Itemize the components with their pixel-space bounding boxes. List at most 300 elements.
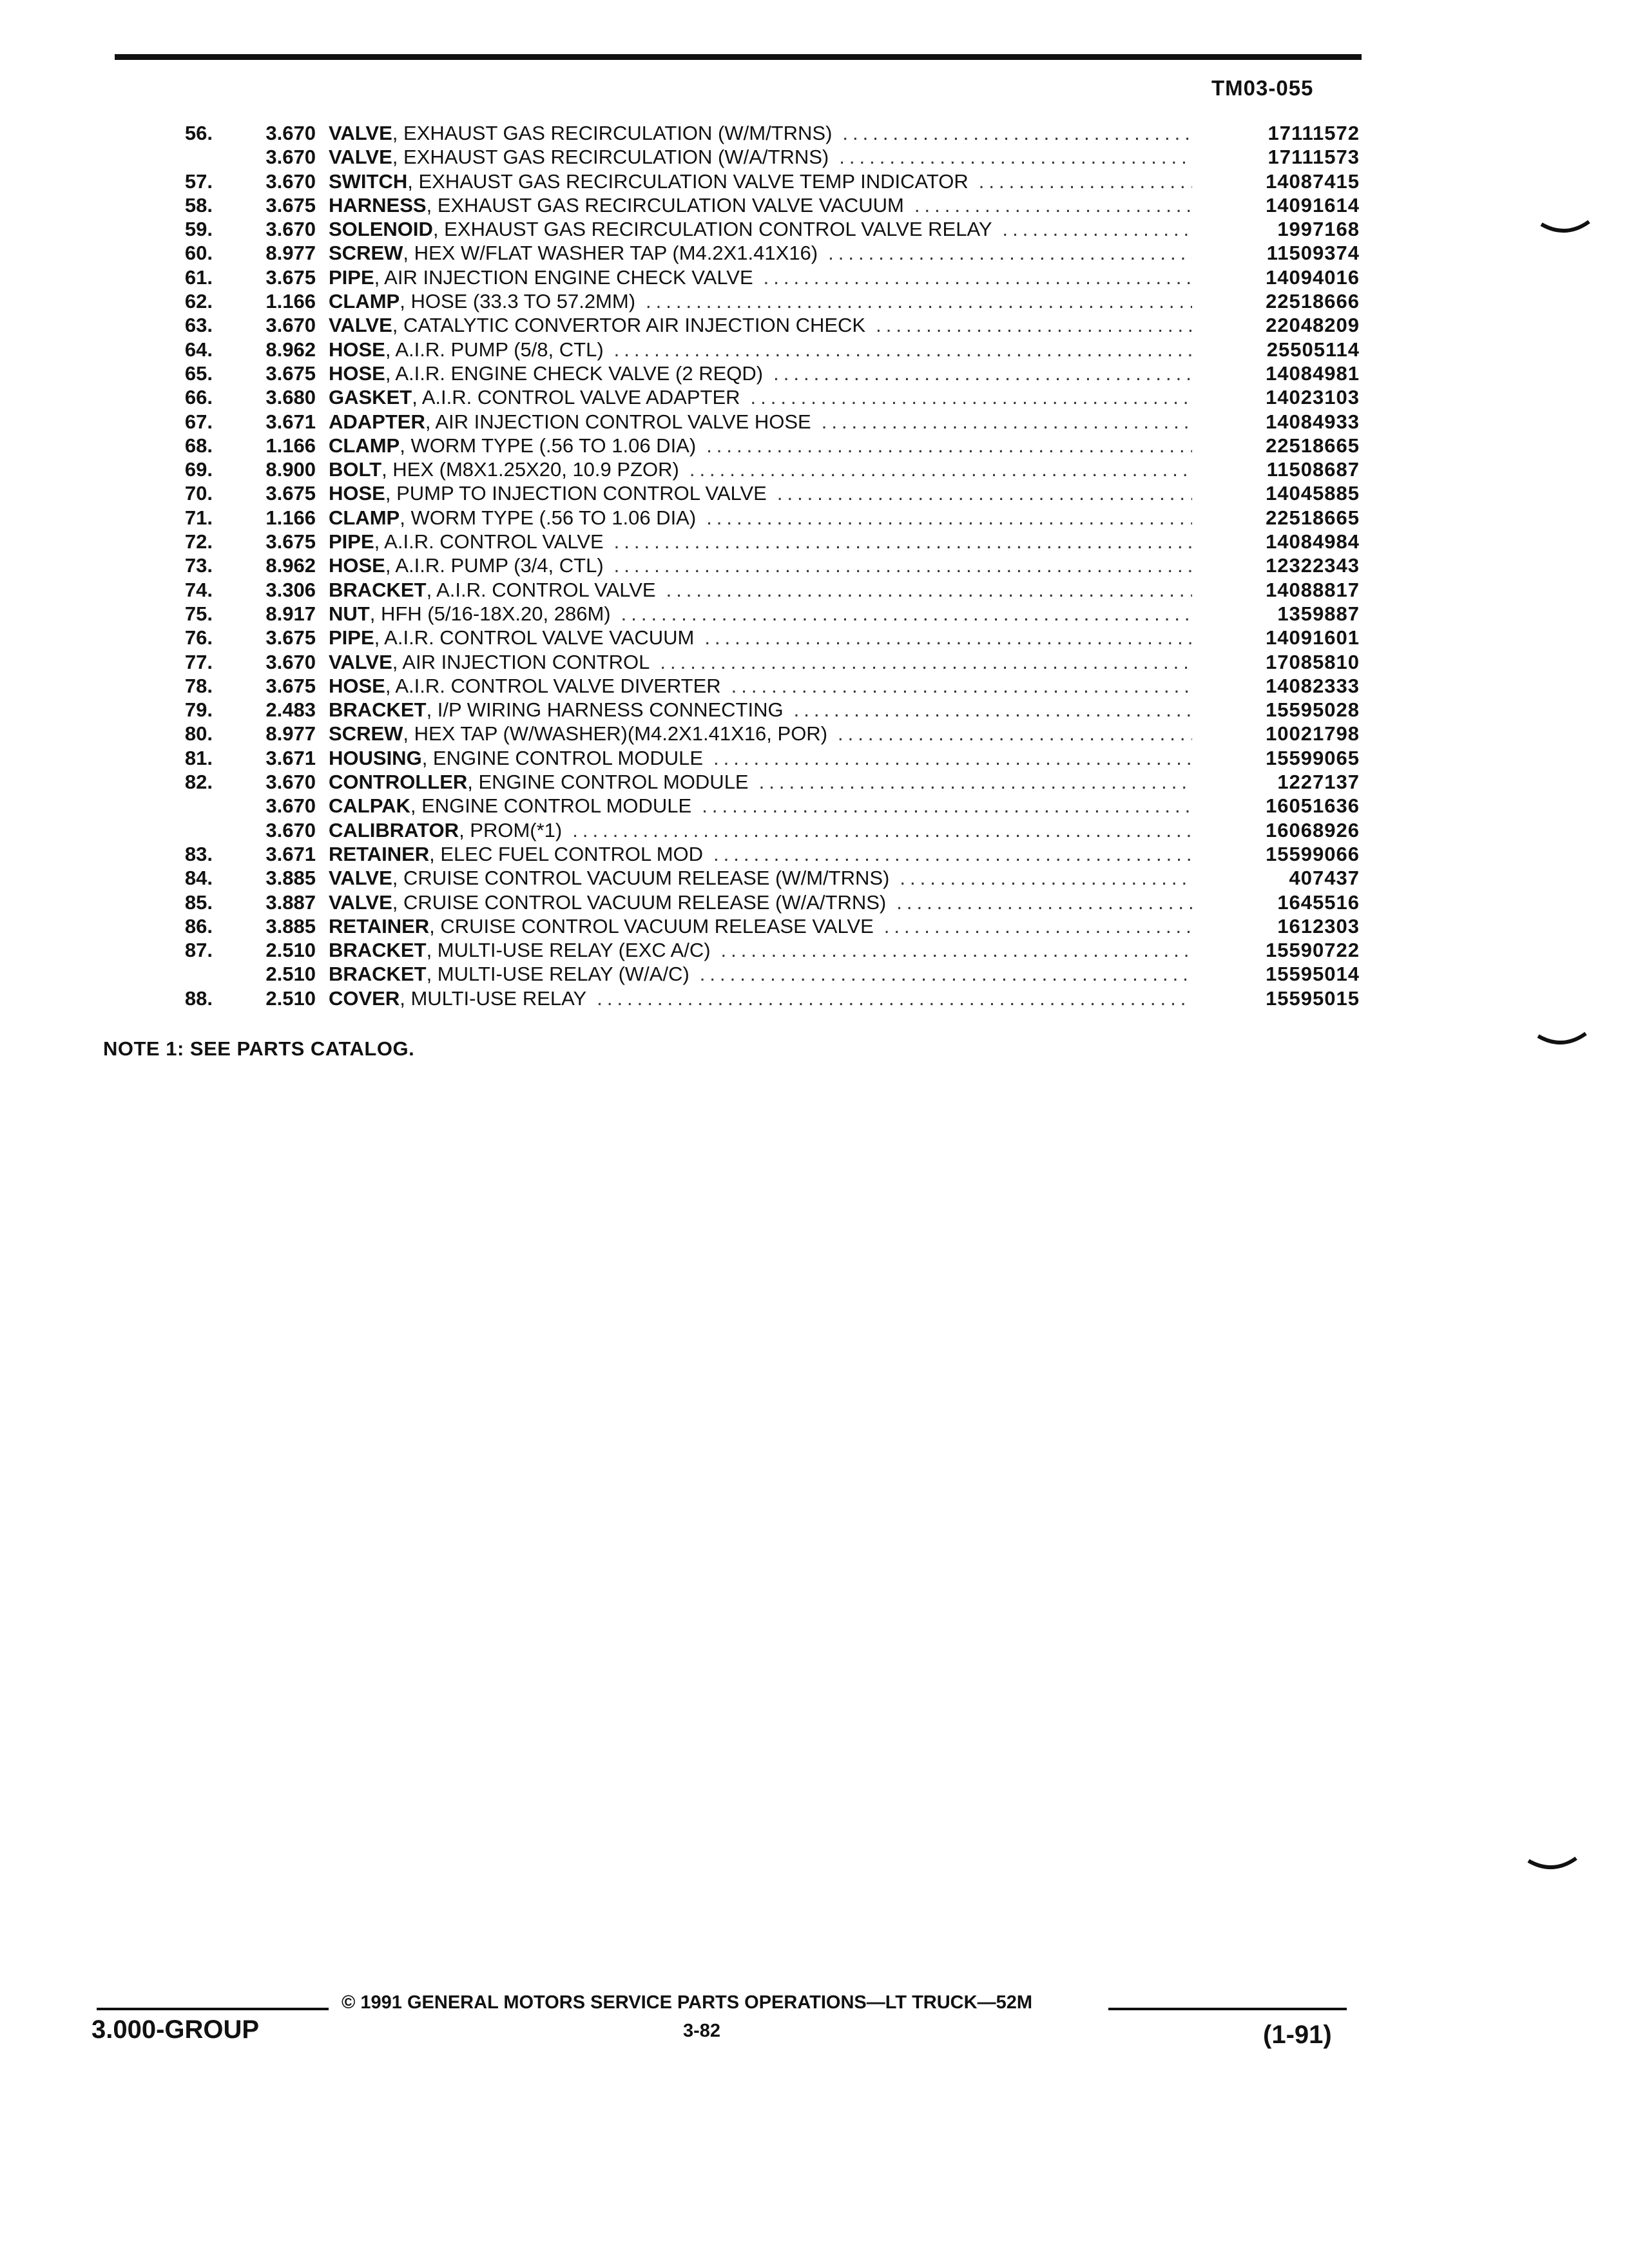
group-number: 3.887	[265, 890, 316, 914]
parts-row	[97, 650, 1360, 674]
part-description	[329, 481, 1192, 505]
part-detail: , ENGINE CONTROL MODULE	[467, 771, 749, 794]
dot-leader	[884, 914, 1192, 938]
group-number: 3.675	[265, 674, 316, 697]
part-description	[329, 506, 1192, 530]
part-name: BRACKET	[329, 578, 427, 601]
parts-row	[97, 962, 1360, 986]
part-number: 14091614	[1266, 193, 1360, 216]
parts-row	[97, 361, 1360, 385]
item-number: 83.	[184, 842, 213, 865]
item-number: 72.	[184, 530, 213, 553]
part-description	[329, 818, 1192, 842]
part-detail: , AIR INJECTION ENGINE CHECK VALVE	[374, 265, 753, 289]
part-detail: , HOSE (33.3 TO 57.2MM)	[400, 290, 636, 313]
dot-leader	[914, 193, 1192, 217]
dot-leader	[700, 962, 1192, 986]
part-description	[329, 626, 1192, 649]
part-description	[329, 241, 1192, 265]
part-number: 1612303	[1277, 914, 1360, 937]
parts-list	[97, 121, 1360, 1010]
part-number: 22518666	[1266, 290, 1360, 313]
parts-row	[97, 674, 1360, 698]
part-description	[329, 650, 1192, 674]
part-description	[329, 938, 1192, 962]
dot-leader	[876, 313, 1192, 337]
part-description	[329, 385, 1192, 409]
part-name: VALVE	[329, 890, 392, 914]
item-number: 78.	[184, 674, 213, 697]
group-number: 3.670	[265, 771, 316, 794]
group-label: 3.000-GROUP	[92, 2015, 260, 2044]
part-description	[329, 962, 1192, 986]
item-number: 63.	[184, 314, 213, 337]
part-name: HOUSING	[329, 746, 422, 769]
group-number: 3.675	[265, 482, 316, 505]
group-number: 3.671	[265, 746, 316, 769]
part-name: VALVE	[329, 314, 392, 337]
group-number: 3.306	[265, 578, 316, 601]
part-detail: , MULTI-USE RELAY	[400, 986, 587, 1010]
dot-leader	[979, 169, 1192, 193]
group-number: 3.670	[265, 218, 316, 241]
part-detail: , I/P WIRING HARNESS CONNECTING	[426, 698, 784, 722]
part-detail: , A.I.R. PUMP (3/4, CTL)	[385, 554, 604, 577]
group-number: 3.675	[265, 193, 316, 216]
parts-row	[97, 698, 1360, 722]
part-number: 25505114	[1266, 338, 1360, 361]
part-name: RETAINER	[329, 842, 430, 865]
part-detail: , PUMP TO INJECTION CONTROL VALVE	[385, 482, 767, 505]
part-description	[329, 169, 1192, 193]
part-number: 11508687	[1266, 458, 1360, 481]
part-name: VALVE	[329, 122, 392, 144]
part-description	[329, 746, 1192, 770]
part-detail: , HEX W/FLAT WASHER TAP (M4.2X1.41X16)	[403, 242, 818, 265]
part-description	[329, 265, 1192, 289]
part-name: HOSE	[329, 674, 385, 697]
parts-row	[97, 890, 1360, 914]
item-number: 77.	[184, 650, 213, 673]
parts-row	[97, 385, 1360, 409]
item-number: 67.	[184, 410, 213, 433]
part-number: 15595015	[1266, 986, 1360, 1010]
dot-leader	[706, 506, 1192, 530]
part-number: 1359887	[1277, 602, 1360, 625]
dot-leader	[759, 770, 1192, 794]
dot-leader	[704, 626, 1192, 649]
dot-leader	[764, 265, 1192, 289]
item-number: 80.	[184, 722, 213, 745]
part-detail: , CRUISE CONTROL VACUUM RELEASE (W/M/TRNS)	[392, 867, 890, 890]
dot-leader	[828, 241, 1192, 265]
part-detail: , HEX TAP (W/WASHER)(M4.2X1.41X16, POR)	[403, 722, 828, 745]
part-description	[329, 722, 1192, 745]
part-number: 14091601	[1266, 626, 1360, 649]
parts-row	[97, 938, 1360, 962]
group-number: 3.675	[265, 626, 316, 649]
dot-leader	[689, 457, 1192, 481]
group-number: 2.510	[265, 939, 316, 962]
part-description	[329, 890, 1192, 914]
item-number: 75.	[184, 602, 213, 625]
part-detail: , ENGINE CONTROL MODULE	[421, 746, 704, 769]
top-rule	[115, 54, 1362, 60]
dot-leader	[794, 698, 1192, 722]
part-name: HOSE	[329, 554, 385, 577]
group-number: 3.680	[265, 386, 316, 409]
group-number: 8.977	[265, 722, 316, 745]
part-number: 14082333	[1266, 674, 1360, 697]
parts-row	[97, 626, 1360, 649]
part-description	[329, 434, 1192, 457]
part-number: 14084981	[1266, 361, 1360, 385]
part-number: 22518665	[1266, 434, 1360, 457]
part-name: CLAMP	[329, 506, 400, 529]
part-description	[329, 457, 1192, 481]
dot-leader	[839, 145, 1192, 169]
group-number: 3.670	[265, 650, 316, 673]
parts-row	[97, 553, 1360, 577]
item-number: 56.	[184, 122, 213, 144]
item-number: 79.	[184, 698, 213, 722]
part-description	[329, 338, 1192, 361]
part-number: 15599066	[1266, 842, 1360, 865]
group-number: 3.675	[265, 361, 316, 385]
dot-leader	[660, 650, 1192, 674]
part-description	[329, 410, 1192, 434]
parts-row	[97, 530, 1360, 553]
part-detail: , PROM(*1)	[459, 818, 563, 841]
part-description	[329, 553, 1192, 577]
part-detail: , EXHAUST GAS RECIRCULATION (W/A/TRNS)	[392, 146, 829, 169]
part-name: HARNESS	[329, 193, 427, 216]
part-number: 15595028	[1266, 698, 1360, 722]
part-number: 12322343	[1266, 554, 1360, 577]
group-number: 3.885	[265, 914, 316, 937]
part-detail: , EXHAUST GAS RECIRCULATION VALVE TEMP INDICATOR	[407, 169, 969, 193]
footnote: NOTE 1: SEE PARTS CATALOG.	[103, 1037, 415, 1060]
item-number: 57.	[184, 169, 213, 193]
dot-leader	[614, 553, 1192, 577]
part-name: VALVE	[329, 650, 392, 673]
parts-row	[97, 481, 1360, 505]
part-number: 14087415	[1266, 169, 1360, 193]
part-name: SWITCH	[329, 169, 408, 193]
part-name: BOLT	[329, 458, 382, 481]
group-number: 3.675	[265, 530, 316, 553]
item-number: 64.	[184, 338, 213, 361]
part-detail: , AIR INJECTION CONTROL VALVE HOSE	[425, 410, 811, 433]
parts-row	[97, 193, 1360, 217]
parts-row	[97, 770, 1360, 794]
dot-leader	[614, 338, 1192, 361]
group-number: 1.166	[265, 434, 316, 457]
part-number: 15595014	[1266, 963, 1360, 986]
part-description	[329, 578, 1192, 602]
item-number: 88.	[184, 986, 213, 1010]
dot-leader	[614, 530, 1192, 553]
part-number: 17111572	[1268, 122, 1360, 144]
parts-row	[97, 722, 1360, 745]
item-number: 66.	[184, 386, 213, 409]
margin-mark	[1527, 1856, 1579, 1881]
item-number: 85.	[184, 890, 213, 914]
part-name: CLAMP	[329, 434, 400, 457]
parts-row	[97, 457, 1360, 481]
part-description	[329, 914, 1192, 938]
dot-leader	[706, 434, 1192, 457]
part-description	[329, 530, 1192, 553]
part-number: 14045885	[1266, 482, 1360, 505]
dot-leader	[777, 481, 1192, 505]
group-number: 3.675	[265, 265, 316, 289]
item-number: 86.	[184, 914, 213, 937]
part-number: 10021798	[1266, 722, 1360, 745]
part-description	[329, 361, 1192, 385]
part-detail: , HFH (5/16-18X.20, 286M)	[369, 602, 611, 625]
part-number: 1997168	[1277, 218, 1360, 241]
parts-row	[97, 145, 1360, 169]
margin-mark	[1537, 1031, 1588, 1057]
parts-row	[97, 313, 1360, 337]
parts-row	[97, 986, 1360, 1010]
part-name: HOSE	[329, 482, 385, 505]
dot-leader	[731, 674, 1192, 698]
document-id: TM03-055	[1211, 76, 1314, 100]
part-name: PIPE	[329, 265, 374, 289]
part-description	[329, 602, 1192, 626]
item-number: 76.	[184, 626, 213, 649]
part-description	[329, 313, 1192, 337]
part-detail: , WORM TYPE (.56 TO 1.06 DIA)	[400, 434, 697, 457]
parts-row	[97, 794, 1360, 818]
part-description	[329, 842, 1192, 866]
part-name: BRACKET	[329, 963, 427, 986]
dot-leader	[713, 842, 1192, 866]
item-number: 71.	[184, 506, 213, 529]
item-number: 58.	[184, 193, 213, 216]
dot-leader	[838, 722, 1192, 745]
group-number: 3.670	[265, 794, 316, 818]
part-number: 14084933	[1266, 410, 1360, 433]
group-number: 1.166	[265, 290, 316, 313]
part-description	[329, 986, 1192, 1010]
dot-leader	[597, 986, 1192, 1010]
part-name: RETAINER	[329, 914, 430, 937]
part-number: 22518665	[1266, 506, 1360, 529]
part-number: 15599065	[1266, 746, 1360, 769]
part-number: 14094016	[1266, 265, 1360, 289]
item-number: 87.	[184, 939, 213, 962]
part-number: 14023103	[1266, 386, 1360, 409]
dot-leader	[646, 289, 1192, 313]
parts-row	[97, 289, 1360, 313]
group-number: 2.510	[265, 986, 316, 1010]
part-detail: , AIR INJECTION CONTROL	[392, 650, 650, 673]
group-number: 8.962	[265, 338, 316, 361]
group-number: 3.885	[265, 867, 316, 890]
item-number: 81.	[184, 746, 213, 769]
parts-row	[97, 506, 1360, 530]
part-detail: , CATALYTIC CONVERTOR AIR INJECTION CHECK	[392, 314, 866, 337]
parts-row	[97, 121, 1360, 145]
part-name: BRACKET	[329, 939, 427, 962]
parts-row	[97, 578, 1360, 602]
part-name: BRACKET	[329, 698, 427, 722]
group-number: 2.483	[265, 698, 316, 722]
part-name: NUT	[329, 602, 370, 625]
footer-rule-left	[97, 2008, 329, 2010]
part-detail: , A.I.R. ENGINE CHECK VALVE (2 REQD)	[385, 361, 764, 385]
part-name: SOLENOID	[329, 218, 433, 241]
item-number: 69.	[184, 458, 213, 481]
part-description	[329, 289, 1192, 313]
dot-leader	[721, 938, 1192, 962]
part-detail: , ENGINE CONTROL MODULE	[410, 794, 692, 818]
group-number: 3.670	[265, 122, 316, 144]
part-number: 16051636	[1266, 794, 1360, 818]
group-number: 8.900	[265, 458, 316, 481]
parts-row	[97, 410, 1360, 434]
item-number: 60.	[184, 242, 213, 265]
dot-leader	[713, 746, 1192, 770]
part-detail: , A.I.R. PUMP (5/8, CTL)	[385, 338, 604, 361]
part-number: 407437	[1289, 867, 1360, 890]
part-detail: , A.I.R. CONTROL VALVE	[374, 530, 604, 553]
part-description	[329, 794, 1192, 818]
group-number: 8.977	[265, 242, 316, 265]
part-detail: , A.I.R. CONTROL VALVE	[426, 578, 656, 601]
parts-row	[97, 338, 1360, 361]
group-number: 3.671	[265, 842, 316, 865]
part-number: 11509374	[1266, 242, 1360, 265]
dot-leader	[621, 602, 1192, 626]
parts-row	[97, 818, 1360, 842]
part-description	[329, 674, 1192, 698]
part-description	[329, 145, 1192, 169]
part-name: CALPAK	[329, 794, 410, 818]
part-number: 17111573	[1268, 146, 1360, 169]
part-name: SCREW	[329, 242, 403, 265]
part-number: 22048209	[1266, 314, 1360, 337]
parts-row	[97, 265, 1360, 289]
margin-mark	[1540, 219, 1592, 245]
part-name: HOSE	[329, 338, 385, 361]
item-number: 73.	[184, 554, 213, 577]
part-name: CONTROLLER	[329, 771, 468, 794]
part-detail: , WORM TYPE (.56 TO 1.06 DIA)	[400, 506, 697, 529]
group-number: 3.670	[265, 818, 316, 841]
part-description	[329, 770, 1192, 794]
parts-row	[97, 602, 1360, 626]
part-detail: , CRUISE CONTROL VACUUM RELEASE VALVE	[429, 914, 874, 937]
dot-leader	[572, 818, 1192, 842]
dot-leader	[842, 121, 1192, 145]
dot-leader	[896, 890, 1192, 914]
dot-leader	[773, 361, 1192, 385]
part-name: CALIBRATOR	[329, 818, 459, 841]
group-number: 1.166	[265, 506, 316, 529]
group-number: 2.510	[265, 963, 316, 986]
item-number: 61.	[184, 265, 213, 289]
parts-row	[97, 241, 1360, 265]
parts-row	[97, 914, 1360, 938]
part-name: GASKET	[329, 386, 412, 409]
part-detail: , A.I.R. CONTROL VALVE VACUUM	[374, 626, 695, 649]
part-number: 14088817	[1266, 578, 1360, 601]
group-number: 3.671	[265, 410, 316, 433]
part-name: SCREW	[329, 722, 403, 745]
part-number: 17085810	[1266, 650, 1360, 673]
group-number: 8.962	[265, 554, 316, 577]
group-number: 3.670	[265, 146, 316, 169]
part-number: 15590722	[1266, 939, 1360, 962]
parts-row	[97, 866, 1360, 890]
item-number: 74.	[184, 578, 213, 601]
part-detail: , MULTI-USE RELAY (W/A/C)	[426, 963, 689, 986]
part-detail: , EXHAUST GAS RECIRCULATION CONTROL VALVE RELAY	[432, 218, 992, 241]
part-detail: , EXHAUST GAS RECIRCULATION VALVE VACUUM	[426, 193, 904, 216]
part-detail: , EXHAUST GAS RECIRCULATION (W/M/TRNS)	[392, 122, 833, 144]
group-number: 3.670	[265, 314, 316, 337]
dot-leader	[666, 578, 1192, 602]
parts-row	[97, 746, 1360, 770]
parts-row	[97, 842, 1360, 866]
part-name: PIPE	[329, 626, 374, 649]
part-detail: , MULTI-USE RELAY (EXC A/C)	[426, 939, 711, 962]
part-name: ADAPTER	[329, 410, 425, 433]
part-number: 14084984	[1266, 530, 1360, 553]
item-number: 70.	[184, 482, 213, 505]
part-name: HOSE	[329, 361, 385, 385]
parts-row	[97, 434, 1360, 457]
dot-leader	[900, 866, 1192, 890]
parts-row	[97, 169, 1360, 193]
part-detail: , A.I.R. CONTROL VALVE DIVERTER	[385, 674, 721, 697]
part-number: 1227137	[1277, 771, 1360, 794]
part-name: VALVE	[329, 146, 392, 169]
part-number: 1645516	[1277, 890, 1360, 914]
copyright-text: © 1991 GENERAL MOTORS SERVICE PARTS OPERATIONS—LT TRUCK—52M	[342, 1992, 1032, 2013]
item-number: 62.	[184, 290, 213, 313]
item-number: 82.	[184, 771, 213, 794]
item-number: 68.	[184, 434, 213, 457]
item-number: 65.	[184, 361, 213, 385]
dot-leader	[751, 385, 1192, 409]
part-description	[329, 698, 1192, 722]
item-number: 84.	[184, 867, 213, 890]
part-name: CLAMP	[329, 290, 400, 313]
revision-date: (1-91)	[1263, 2021, 1332, 2049]
part-detail: , CRUISE CONTROL VACUUM RELEASE (W/A/TRNS)	[392, 890, 887, 914]
dot-leader	[822, 410, 1192, 434]
group-number: 3.670	[265, 169, 316, 193]
part-description	[329, 217, 1192, 241]
part-description	[329, 121, 1192, 145]
part-description	[329, 866, 1192, 890]
part-number: 16068926	[1266, 818, 1360, 841]
part-detail: , HEX (M8X1.25X20, 10.9 PZOR)	[381, 458, 679, 481]
page-number: 3-82	[683, 2021, 721, 2041]
part-description	[329, 193, 1192, 217]
part-name: VALVE	[329, 867, 392, 890]
part-name: COVER	[329, 986, 400, 1010]
item-number: 59.	[184, 218, 213, 241]
dot-leader	[1003, 217, 1192, 241]
footer-rule-right	[1108, 2008, 1347, 2010]
part-detail: , A.I.R. CONTROL VALVE ADAPTER	[412, 386, 740, 409]
